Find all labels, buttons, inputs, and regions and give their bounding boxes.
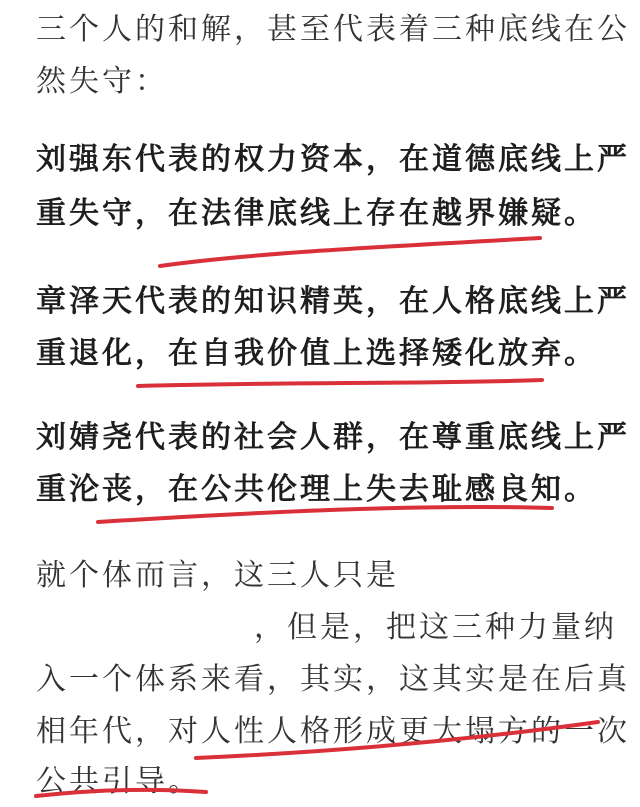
paragraph-1-line-1: 三个人的和解，甚至代表着三种底线在公 <box>36 12 630 47</box>
paragraph-5-line-2: ，但是，把这三种力量纳 <box>254 610 617 645</box>
paragraph-5-line-3: 入一个体系来看，其实，这其实是在后真 <box>36 662 630 697</box>
underline-stroke-2 <box>138 380 542 386</box>
paragraph-2-line-2: 重失守，在法律底线上存在越界嫌疑。 <box>36 196 597 231</box>
paragraph-5-line-1: 就个体而言，这三人只是 <box>36 558 399 593</box>
paragraph-1-line-2: 然失守： <box>36 64 168 99</box>
paragraph-2-line-1: 刘强东代表的权力资本，在道德底线上严 <box>36 142 630 177</box>
paragraph-4-line-2: 重沦丧，在公共伦理上失去耻感良知。 <box>36 472 597 507</box>
paragraph-4-line-1: 刘婧尧代表的社会人群，在尊重底线上严 <box>36 420 630 455</box>
underline-stroke-1 <box>160 238 540 266</box>
paragraph-3-line-2: 重退化，在自我价值上选择矮化放弃。 <box>36 336 597 371</box>
paragraph-3-line-1: 章泽天代表的知识精英，在人格底线上严 <box>36 284 630 319</box>
paragraph-5-line-4: 相年代，对人性人格形成更大塌方的一次 <box>36 714 630 749</box>
paragraph-5-line-5: 公共引导。 <box>36 764 201 799</box>
